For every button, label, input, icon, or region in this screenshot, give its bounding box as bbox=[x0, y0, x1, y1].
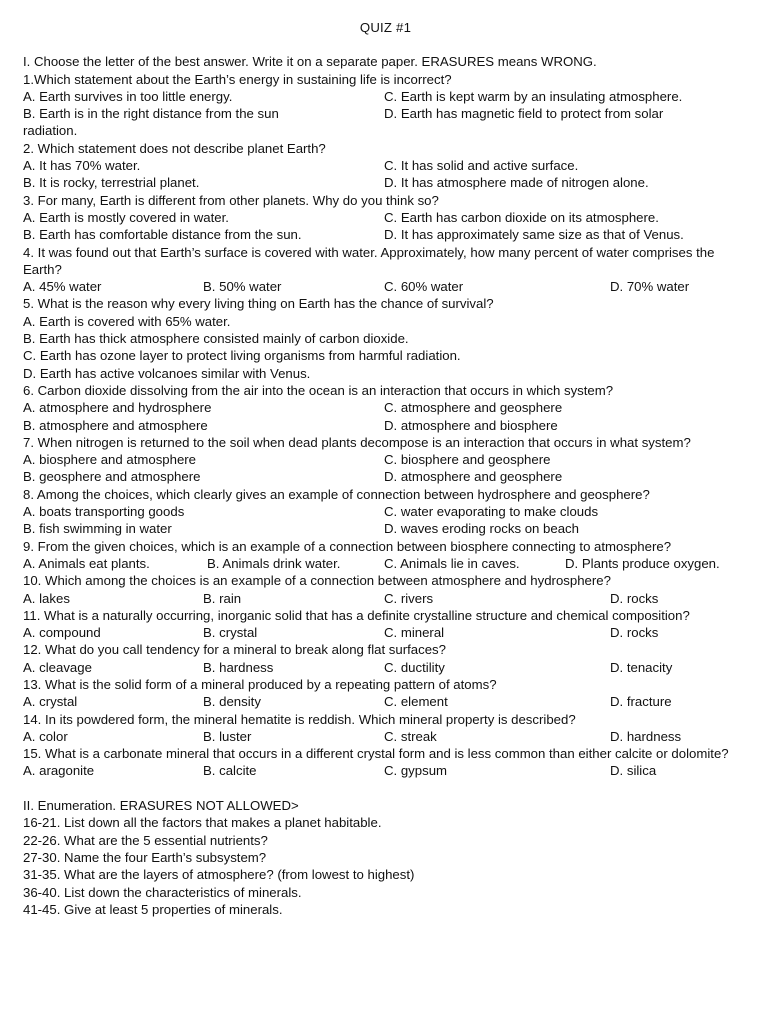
answer-choice: C. Earth is kept warm by an insulating atmosphere. bbox=[384, 88, 683, 104]
answer-choice: C. biosphere and geosphere bbox=[384, 452, 551, 468]
answer-choice: A. cleavage bbox=[23, 659, 92, 675]
answer-choice: A. lakes bbox=[23, 590, 70, 606]
answer-choice: B. 50% water bbox=[203, 279, 282, 295]
answer-choice: A. Earth survives in too little energy. bbox=[23, 88, 233, 104]
answer-choice: B. Earth has comfortable distance from the sun. bbox=[23, 227, 302, 243]
answer-choice: D. fracture bbox=[610, 694, 672, 710]
enumeration-item: 27-30. Name the four Earth’s subsystem? bbox=[23, 849, 267, 865]
answer-choice: B. calcite bbox=[203, 763, 257, 779]
choice-row bbox=[23, 520, 748, 537]
choice-row bbox=[23, 468, 748, 485]
answer-choice: C. Animals lie in caves. bbox=[384, 555, 520, 571]
answer-choice: C. rivers bbox=[384, 590, 434, 606]
choice-row bbox=[23, 417, 748, 434]
enumeration-list bbox=[23, 814, 748, 918]
answer-choice: D. atmosphere and biosphere bbox=[384, 417, 558, 433]
answer-choice: A. crystal bbox=[23, 694, 78, 710]
answer-choice: D. rocks bbox=[610, 625, 659, 641]
answer-choice: D. tenacity bbox=[610, 659, 673, 675]
answer-choice: C. streak bbox=[384, 728, 437, 744]
answer-choice: D. It has approximately same size as that of Venus. bbox=[384, 227, 684, 243]
answer-choice: A. Animals eat plants. bbox=[23, 555, 150, 571]
choice-row bbox=[23, 555, 748, 572]
answer-choice: A. aragonite bbox=[23, 763, 95, 779]
choice-row bbox=[23, 88, 748, 105]
answer-choice: D. Plants produce oxygen. bbox=[565, 555, 720, 571]
choice-row bbox=[23, 209, 748, 226]
question-text: 15. What is a carbonate mineral that occurs in a different crystal form and is less common than either calcite or dolomite? bbox=[23, 746, 729, 762]
choice-continuation: radiation. bbox=[23, 123, 78, 139]
answer-choice: C. Earth has ozone layer to protect living organisms from harmful radiation. bbox=[23, 348, 461, 364]
answer-choice: B. crystal bbox=[203, 625, 258, 641]
choice-row bbox=[23, 174, 748, 191]
quiz-page bbox=[23, 19, 748, 918]
question-text: 10. Which among the choices is an example of a connection between atmosphere and hydrosphere? bbox=[23, 573, 611, 589]
answer-choice: A. Earth is covered with 65% water. bbox=[23, 313, 231, 329]
answer-choice: D. hardness bbox=[610, 728, 682, 744]
answer-choice: A. It has 70% water. bbox=[23, 158, 141, 174]
choice-row bbox=[23, 762, 748, 779]
answer-choice: D. Earth has magnetic field to protect from solar bbox=[384, 106, 664, 122]
answer-choice: C. atmosphere and geosphere bbox=[384, 400, 563, 416]
answer-choice: A. biosphere and atmosphere bbox=[23, 452, 197, 468]
choice-row bbox=[23, 728, 748, 745]
part2-instruction: II. Enumeration. ERASURES NOT ALLOWED> bbox=[23, 798, 299, 814]
answer-choice: B. luster bbox=[203, 728, 252, 744]
enumeration-item: 31-35. What are the layers of atmosphere? (from lowest to highest) bbox=[23, 867, 415, 883]
answer-choice: B. It is rocky, terrestrial planet. bbox=[23, 175, 200, 191]
page-title: QUIZ #1 bbox=[359, 20, 412, 35]
question-text: 1.Which statement about the Earth’s energy in sustaining life is incorrect? bbox=[23, 71, 452, 87]
enumeration-item: 36-40. List down the characteristics of minerals. bbox=[23, 884, 302, 900]
question-text: 14. In its powdered form, the mineral hematite is reddish. Which mineral property is described? bbox=[23, 711, 576, 727]
answer-choice: C. gypsum bbox=[384, 763, 448, 779]
question-list bbox=[23, 71, 748, 780]
enumeration-item: 41-45. Give at least 5 properties of minerals. bbox=[23, 901, 283, 917]
answer-choice: B. atmosphere and atmosphere bbox=[23, 417, 208, 433]
answer-choice: D. 70% water bbox=[610, 279, 690, 295]
enumeration-item: 22-26. What are the 5 essential nutrients? bbox=[23, 832, 268, 848]
choice-row bbox=[23, 624, 748, 641]
question-text: 11. What is a naturally occurring, inorganic solid that has a definite crystalline structure and chemical composition? bbox=[23, 607, 690, 623]
choice-row bbox=[23, 693, 748, 710]
answer-choice: D. silica bbox=[610, 763, 657, 779]
enumeration-item: 16-21. List down all the factors that makes a planet habitable. bbox=[23, 815, 382, 831]
question-text: 7. When nitrogen is returned to the soil when dead plants decompose is an interaction that occurs in what system? bbox=[23, 434, 691, 450]
question-text: 3. For many, Earth is different from other planets. Why do you think so? bbox=[23, 192, 439, 208]
choice-row bbox=[23, 157, 748, 174]
choice-row bbox=[23, 278, 748, 295]
question-text: 12. What do you call tendency for a mineral to break along flat surfaces? bbox=[23, 642, 446, 658]
question-text: 6. Carbon dioxide dissolving from the air into the ocean is an interaction that occurs in which system? bbox=[23, 382, 614, 398]
choice-row bbox=[23, 590, 748, 607]
section-spacer bbox=[23, 780, 748, 797]
answer-choice: A. Earth is mostly covered in water. bbox=[23, 209, 229, 225]
answer-choice: A. boats transporting goods bbox=[23, 504, 185, 520]
choice-row bbox=[23, 399, 748, 416]
answer-choice: D. rocks bbox=[610, 590, 659, 606]
question-text: 4. It was found out that Earth’s surface is covered with water. Approximately, how many percent of water comprises the Earth? bbox=[23, 244, 715, 277]
answer-choice: A. atmosphere and hydrosphere bbox=[23, 400, 212, 416]
answer-choice: A. compound bbox=[23, 625, 101, 641]
answer-choice: C. mineral bbox=[384, 625, 445, 641]
answer-choice: C. 60% water bbox=[384, 279, 464, 295]
question-text: 8. Among the choices, which clearly gives an example of connection between hydrosphere and geosphere? bbox=[23, 486, 650, 502]
answer-choice: B. geosphere and atmosphere bbox=[23, 469, 201, 485]
part1-instruction: I. Choose the letter of the best answer. Write it on a separate paper. ERASURES means WRONG. bbox=[23, 54, 597, 70]
question-text: 5. What is the reason why every living thing on Earth has the chance of survival? bbox=[23, 296, 494, 312]
answer-choice: B. rain bbox=[203, 590, 242, 606]
answer-choice: C. water evaporating to make clouds bbox=[384, 504, 599, 520]
question-text: 13. What is the solid form of a mineral produced by a repeating pattern of atoms? bbox=[23, 676, 497, 692]
answer-choice: B. hardness bbox=[203, 659, 274, 675]
answer-choice: B. fish swimming in water bbox=[23, 521, 172, 537]
answer-choice: C. It has solid and active surface. bbox=[384, 158, 579, 174]
question-text: 9. From the given choices, which is an example of a connection between biosphere connecting to atmosphere? bbox=[23, 538, 672, 554]
answer-choice: D. atmosphere and geosphere bbox=[384, 469, 563, 485]
answer-choice: B. density bbox=[203, 694, 261, 710]
answer-choice: A. 45% water bbox=[23, 279, 102, 295]
question-text: 2. Which statement does not describe planet Earth? bbox=[23, 140, 326, 156]
answer-choice: C. ductility bbox=[384, 659, 445, 675]
choice-row bbox=[23, 503, 748, 520]
choice-row bbox=[23, 226, 748, 243]
choice-row bbox=[23, 105, 748, 122]
answer-choice: C. Earth has carbon dioxide on its atmosphere. bbox=[384, 209, 659, 225]
answer-choice: C. element bbox=[384, 694, 448, 710]
choice-row bbox=[23, 659, 748, 676]
answer-choice: B. Earth has thick atmosphere consisted mainly of carbon dioxide. bbox=[23, 331, 409, 347]
answer-choice: A. color bbox=[23, 728, 68, 744]
answer-choice: B. Animals drink water. bbox=[207, 555, 341, 571]
answer-choice: D. Earth has active volcanoes similar with Venus. bbox=[23, 365, 311, 381]
answer-choice: D. It has atmosphere made of nitrogen alone. bbox=[384, 175, 649, 191]
choice-row bbox=[23, 451, 748, 468]
answer-choice: D. waves eroding rocks on beach bbox=[384, 521, 579, 537]
answer-choice: B. Earth is in the right distance from the sun bbox=[23, 106, 279, 122]
